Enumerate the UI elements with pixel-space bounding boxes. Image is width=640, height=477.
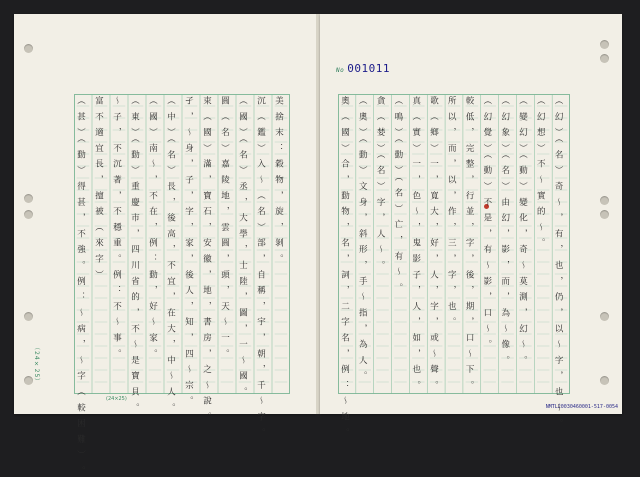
manuscript-column: 奧 （ 國 ） 合 ， 動 物 ， 名 ， 詞 ， 二 字 名 ， 例 ： ～ 地 。	[339, 96, 350, 439]
binding-hole	[24, 44, 33, 53]
manuscript-column: 孑 ， ～ 身 ， 子 ， 字 ， 家 ， 後 人 ， 知 ， 四 ～ 宗 。	[183, 96, 194, 408]
manuscript-column: ～ 子 ， 不 沉 著 ， 不 穩 重 。 例 ： 不 ～ 事 。	[111, 96, 122, 360]
manuscript-column: 貪 （ 婪 ）（ 名 ） 字 ， 人 ～ 。	[375, 96, 386, 272]
binding-hole	[600, 196, 609, 205]
right-page	[320, 14, 622, 439]
binding-hole	[24, 312, 33, 321]
manuscript-column: （ 鳴 ）（ 動 ）（ 名 ） 亡 ， 有 ～ 。	[392, 96, 403, 294]
serial-number: No 001011	[336, 62, 390, 75]
manuscript-column: 圓 （ 名 ） 嘉 陵 地 ， 雲 圓 ， 頭 ， 天 ～ 一 。	[219, 96, 230, 360]
manuscript-column: （ 國 ）（ 名 ） 丞 ， 大 學 ， 士 陸 ， 圖 ， 一 ～ 國 。	[237, 96, 248, 398]
manuscript-column: （ 幻 想 ） 不 ～ 實 的 ～ 。	[535, 96, 546, 250]
manuscript-column: （ 中 ）（ 名 ） 長 ， 後 高 ， 不 宜 ， 在 大 ， 中 ～ 人 。	[165, 96, 176, 414]
manuscript-column: （ 甚 ）（ 動 ） 得 甚 ， 不 強 。 例 ： ～ 病 ， ～ 字 （ 較 困 難 ） 。	[75, 96, 86, 477]
margin-note: （24×25）	[33, 344, 40, 386]
grid-size-note: (24×25)	[106, 396, 127, 402]
manuscript-column: （ 變 幻 ）（ 動 ） 變 化 ， 奇 ～ 莫 測 ， 幻 ～ 。	[517, 96, 528, 367]
left-page	[14, 14, 316, 477]
archive-code: NMTL20030460001-517-0054	[545, 404, 618, 410]
manuscript-column: （ 東 ）（ 動 ） 重 慶 市 ， 四 川 省 的 ， 不 ～ 是 寶 貝 。	[129, 96, 140, 414]
manuscript-column: 歌 （ 鄉 ） 一 ， 寬 大 ， 好 ， 人 ， 字 ， 或 ～ 聲 。	[428, 96, 439, 392]
manuscript-column: （ 奧 ）（ 動 ） 文 身 ， 斜 形 ， 手 ～ 指 ， 為 人 。	[357, 96, 368, 382]
manuscript-column: （ 幻 象 ）（ 名 ） 由 幻 ， 影 ， 而 ， 為 ～ 像 。	[499, 96, 510, 367]
manuscript-column: 真 （ 實 ） 一 ， 色 ～ ， 鬼 影 子 ， 人 ， 如 ， 也 。	[410, 96, 421, 392]
manuscript-column: 束 （ 國 ） 滿 ， 寶 石 ， 安 徽 ， 地 ， 書 房 ， 之 ～ 說 。	[201, 96, 212, 423]
manuscript-column: 富 不 適 宜 長 ， 擅 被 （ 來 字 ）	[93, 96, 104, 281]
binding-hole	[600, 210, 609, 219]
manuscript-column: （ 幻 ）（ 名 ） 奇 ～ ， 有 ， 也 ， 仍 ， 以 ～ 字 ， 也 ～ 。	[553, 96, 564, 430]
manuscript-column: 較 低 ， 完 整 ， 行 並 ， 字 ， 後 ， 期 ， 口 ～ 下 。	[464, 96, 475, 392]
binding-hole	[600, 376, 609, 385]
binding-hole	[600, 312, 609, 321]
manuscript-column: 美 捨 末 ： 穀 物 ， 旋 ， 剝 。	[273, 96, 284, 265]
manuscript-column: 所 以 ， 而 ， 以 ， 作 ， 三 ， 字 ， 也 。	[446, 96, 457, 329]
manuscript-column: 沉 （ 鑑 ） 入 ～ （ 名 ） 部 ， 自 稱 ， 宇 ， 朝 ， 千 ～ 字 。	[255, 96, 266, 439]
binding-hole	[600, 54, 609, 63]
binding-hole	[24, 194, 33, 203]
manuscript-column: （ 國 ） 南 ～ ， 不 在 ， 例 ： 動 ， 好 ～ 家 。	[147, 96, 158, 360]
binding-hole	[24, 210, 33, 219]
manuscript-column: （ 幻 覺 ）（ 動 ） 不 是 ， 有 ～ 影 ， 口 ～ 。	[481, 96, 492, 351]
binding-hole	[600, 40, 609, 49]
